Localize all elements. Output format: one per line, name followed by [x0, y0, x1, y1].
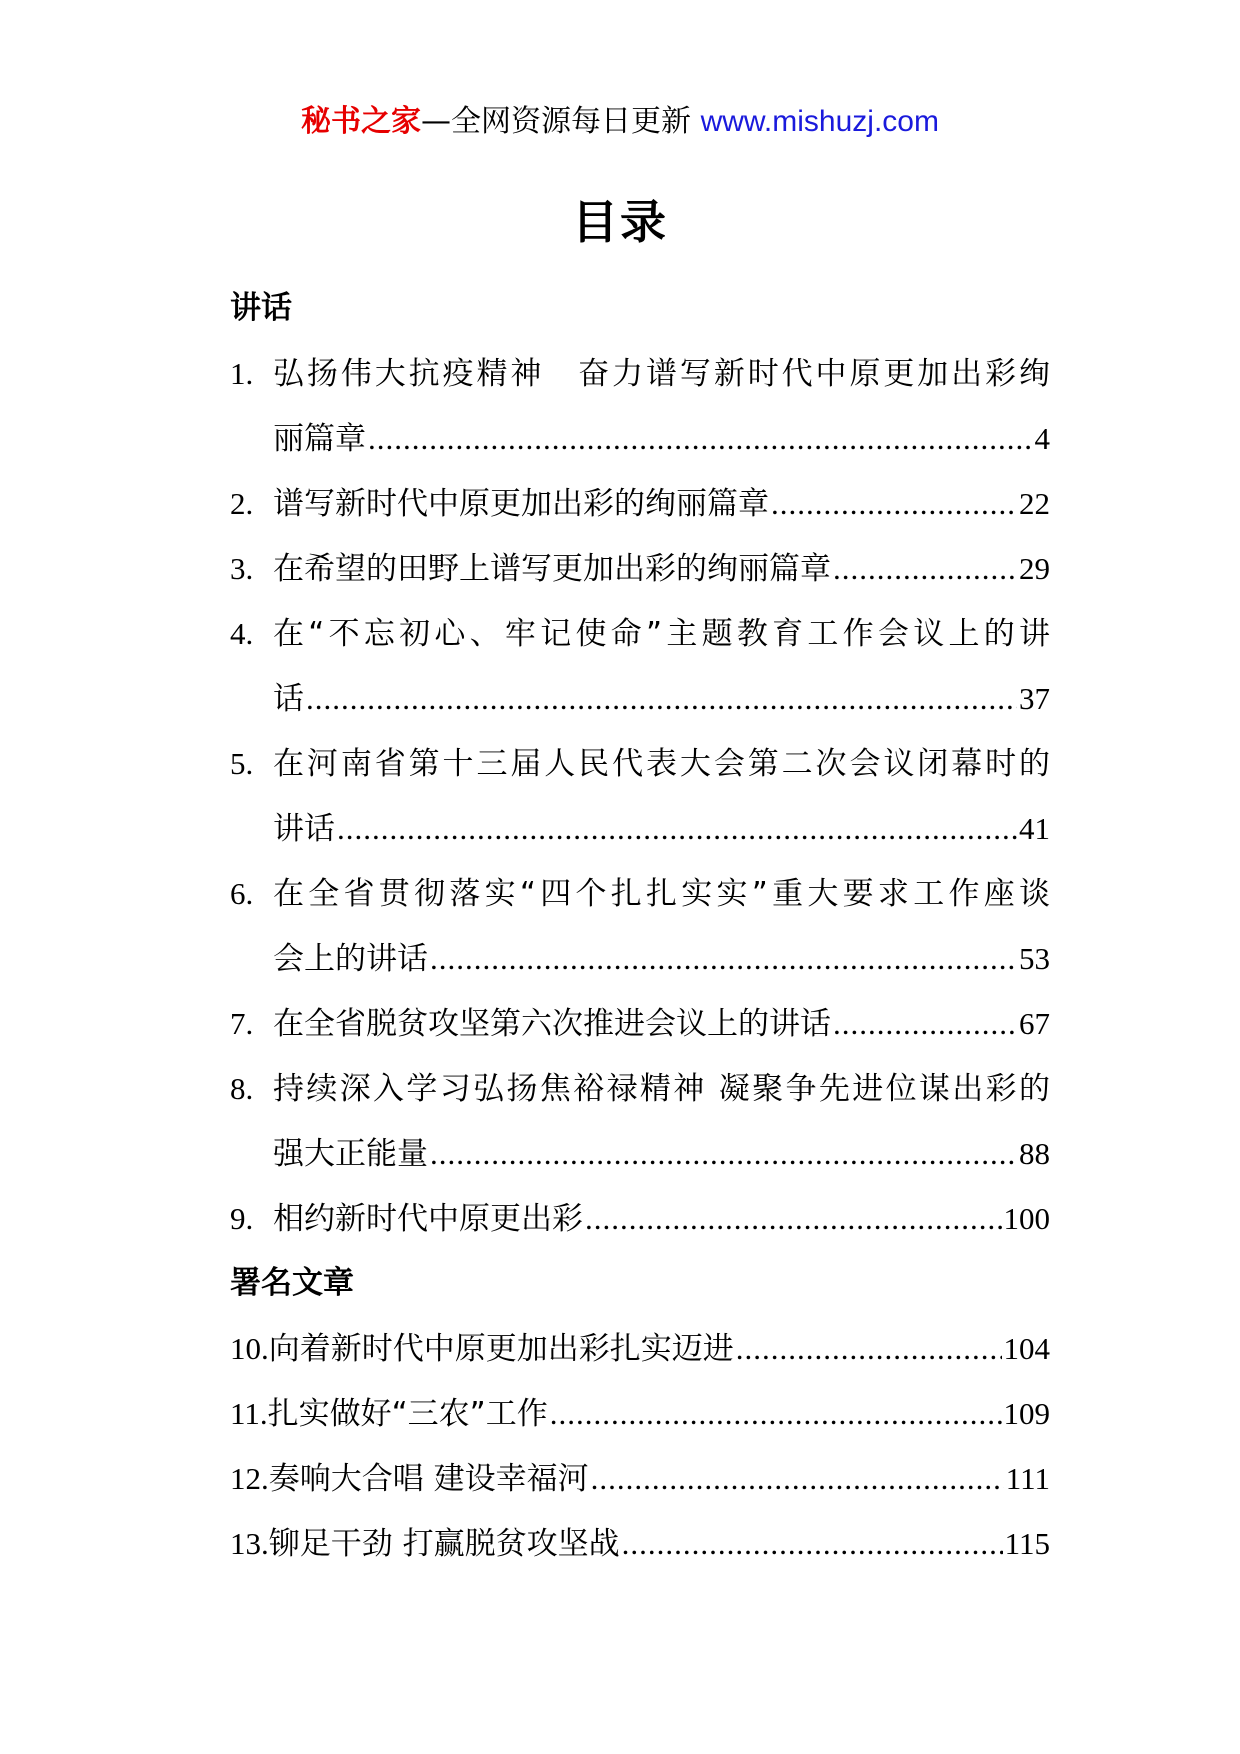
site-url[interactable]: www.mishuzj.com: [700, 105, 939, 138]
toc-entry[interactable]: [230, 1056, 1050, 1186]
entry-title: 在河南省第十三届人民代表大会第二次会议闭幕时的: [273, 746, 1050, 782]
entry-title: 在全省贯彻落实“四个扎扎实实”重大要求工作座谈: [273, 876, 1050, 912]
entry-number: 5.: [230, 746, 254, 781]
toc-entry[interactable]: [230, 991, 1050, 1056]
entry-page-number: 100: [1003, 1201, 1050, 1236]
entry-title: 在希望的田野上谱写更加出彩的绚丽篇章: [273, 551, 831, 587]
entry-page-number: 37: [1019, 681, 1050, 716]
entry-title: 在“不忘初心、牢记使命”主题教育工作会议上的讲: [273, 616, 1050, 652]
entry-page-number: 104: [1003, 1331, 1050, 1366]
entry-page-number: 109: [1003, 1396, 1050, 1431]
toc-entry-line: [230, 471, 1050, 536]
toc-entry-line: [230, 731, 1050, 796]
entry-number: 6.: [230, 876, 254, 911]
entry-title: 相约新时代中原更出彩: [273, 1201, 583, 1237]
entry-page-number: 29: [1019, 551, 1050, 586]
entry-number: 7.: [230, 1006, 254, 1041]
toc-entry[interactable]: [230, 536, 1050, 601]
toc-entry[interactable]: [230, 1186, 1050, 1251]
dot-leader: [430, 1121, 1017, 1186]
toc-entry-line: [230, 1446, 1050, 1511]
header-tagline: —全网资源每日更新: [421, 104, 701, 139]
dot-leader: [430, 926, 1017, 991]
table-of-contents: [230, 276, 1050, 1576]
toc-entry-line: [230, 991, 1050, 1056]
toc-entry[interactable]: [230, 861, 1050, 991]
entry-title: 强大正能量: [273, 1136, 428, 1172]
entry-title: 话: [273, 681, 304, 717]
toc-entry[interactable]: [230, 1511, 1050, 1576]
dot-leader: [368, 406, 1033, 471]
toc-entry[interactable]: [230, 601, 1050, 731]
entry-number: 12.: [230, 1461, 269, 1496]
toc-entry[interactable]: [230, 471, 1050, 536]
entry-number: 10.: [230, 1331, 269, 1366]
entry-title: 会上的讲话: [273, 941, 428, 977]
entry-title: 在全省脱贫攻坚第六次推进会议上的讲话: [273, 1006, 831, 1042]
entry-page-number: 115: [1004, 1526, 1050, 1561]
entry-number: 2.: [230, 486, 254, 521]
entry-number: 3.: [230, 551, 254, 586]
entry-page-number: 88: [1019, 1136, 1050, 1171]
dot-leader: [622, 1511, 1003, 1576]
dot-leader: [585, 1186, 1002, 1251]
entry-title: 向着新时代中原更加出彩扎实迈进: [268, 1331, 734, 1367]
toc-entry-line: [230, 341, 1050, 406]
entry-page-number: 41: [1019, 811, 1050, 846]
page-title: 目录: [572, 195, 668, 249]
dot-leader: [550, 1381, 1002, 1446]
toc-entry-line: [230, 861, 1050, 926]
toc-entry[interactable]: [230, 731, 1050, 861]
toc-entry[interactable]: [230, 1316, 1050, 1381]
dot-leader: [833, 991, 1017, 1056]
dot-leader: [771, 471, 1017, 536]
toc-entry[interactable]: [230, 1381, 1050, 1446]
dot-leader: [337, 796, 1017, 861]
entry-title: 铆足干劲 打赢脱贫攻坚战: [268, 1526, 620, 1562]
entry-title: 丽篇章: [273, 421, 366, 457]
entry-page-number: 22: [1019, 486, 1050, 521]
site-header: [0, 100, 1240, 144]
entry-page-number: 67: [1019, 1006, 1050, 1041]
toc-entry-line: [230, 796, 1050, 861]
entry-title: 持续深入学习弘扬焦裕禄精神 凝聚争先进位谋出彩的: [273, 1071, 1050, 1107]
entry-number: 4.: [230, 616, 254, 651]
section-heading: 讲话: [230, 290, 292, 326]
entry-title: 讲话: [273, 811, 335, 847]
entry-page-number: 53: [1019, 941, 1050, 976]
toc-entry-line: [230, 601, 1050, 666]
dot-leader: [736, 1316, 1002, 1381]
entry-number: 8.: [230, 1071, 254, 1106]
brand-name: 秘书之家: [301, 104, 422, 139]
toc-entry-line: [230, 1316, 1050, 1381]
toc-entry-line: [230, 406, 1050, 471]
entry-title: 谱写新时代中原更加出彩的绚丽篇章: [273, 486, 769, 522]
entry-number: 13.: [230, 1526, 269, 1561]
entry-page-number: 111: [1005, 1461, 1050, 1496]
entry-title: 扎实做好“三农”工作: [267, 1396, 548, 1432]
section-heading: 署名文章: [230, 1265, 354, 1301]
toc-entry-line: [230, 666, 1050, 731]
dot-leader: [833, 536, 1017, 601]
entry-title: 奏响大合唱 建设幸福河: [268, 1461, 589, 1497]
entry-number: 1.: [230, 356, 254, 391]
toc-entry-line: [230, 1381, 1050, 1446]
dot-leader: [306, 666, 1017, 731]
entry-number: 11.: [230, 1396, 268, 1431]
toc-entry-line: [230, 926, 1050, 991]
entry-number: 9.: [230, 1201, 254, 1236]
entry-title: 弘扬伟大抗疫精神 奋力谱写新时代中原更加出彩绚: [273, 356, 1050, 392]
entry-page-number: 4: [1034, 421, 1050, 456]
dot-leader: [591, 1446, 1004, 1511]
toc-entry-line: [230, 1121, 1050, 1186]
toc-entry[interactable]: [230, 1446, 1050, 1511]
toc-entry-line: [230, 1511, 1050, 1576]
toc-entry[interactable]: [230, 341, 1050, 471]
toc-entry-line: [230, 1186, 1050, 1251]
toc-entry-line: [230, 1056, 1050, 1121]
toc-entry-line: [230, 536, 1050, 601]
